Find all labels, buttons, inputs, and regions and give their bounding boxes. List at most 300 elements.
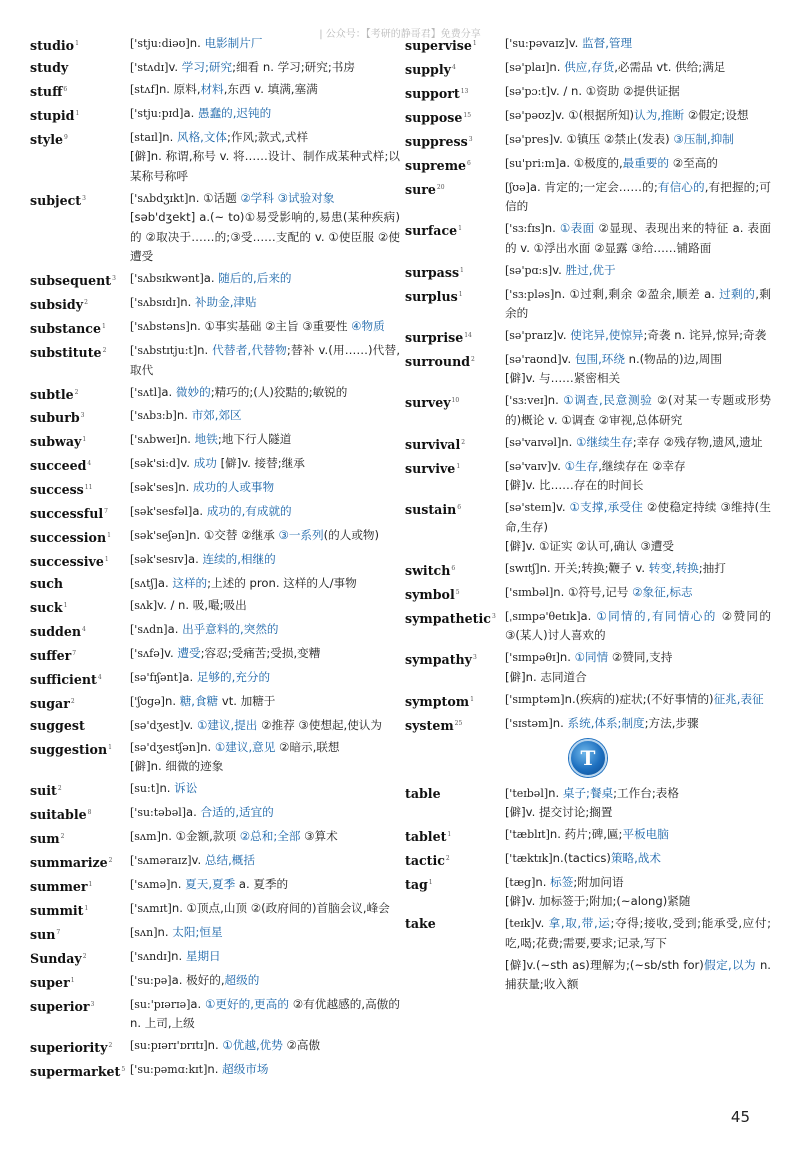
meaning-text: n. ①交替 ②继承 ③一系列(的人或物) — [189, 528, 380, 543]
frequency-number: 1 — [75, 40, 79, 47]
definition — [130, 341, 400, 380]
dictionary-entry — [30, 293, 400, 315]
meaning-text: n. 市郊,郊区 — [176, 408, 242, 423]
highlighted-meaning: 遭受 — [177, 645, 201, 660]
phonetic: ['sʌbsɪkwənt] — [130, 272, 204, 286]
extra-meaning: [僻]v. 加标签于;附加;(~along)紧随 — [505, 894, 691, 909]
dictionary-entry — [405, 154, 771, 176]
highlighted-meaning: 太阳;恒星 — [172, 924, 223, 939]
frequency-number: 1 — [458, 225, 462, 233]
phonetic: [sə'dʒest] — [130, 718, 184, 732]
meaning-text: n. 供应,存货,必需品 vt. 供给;满足 — [549, 59, 726, 74]
headword-text: suck — [30, 600, 63, 616]
watermark: | 公众号：【考研的静哥君】免费分享 — [319, 29, 481, 40]
dictionary-entry — [30, 478, 400, 500]
frequency-number: 1 — [447, 830, 452, 838]
highlighted-meaning: ①建议,意见 — [214, 739, 276, 754]
highlighted-meaning: ②象征,标志 — [632, 584, 693, 599]
highlighted-meaning: 超级市场 — [222, 1062, 269, 1077]
frequency-number: 5 — [121, 1066, 126, 1074]
headword — [30, 454, 130, 476]
headword-text: sufficient — [30, 672, 97, 688]
definition — [505, 956, 771, 995]
meaning-text: a. 出乎意料的,突然的 — [167, 622, 279, 636]
headword — [405, 106, 505, 128]
headword — [30, 80, 130, 102]
dictionary-entry — [405, 82, 771, 104]
dictionary-entry — [405, 690, 771, 712]
dictionary-entry — [405, 130, 771, 152]
highlighted-meaning: 成功 — [193, 456, 217, 471]
meaning-text: a. 极好的,超级的 — [171, 972, 260, 987]
phonetic: [ʃʊə] — [505, 180, 530, 194]
definition — [505, 873, 771, 912]
headword — [405, 849, 505, 871]
definition — [130, 875, 400, 897]
highlighted-meaning: 桌子;餐桌 — [562, 785, 614, 800]
meaning-text: n. 地铁;地下行人隧道 — [179, 432, 292, 447]
phonetic: [teɪk] — [505, 917, 535, 931]
headword — [405, 82, 505, 104]
headword — [405, 391, 505, 430]
phonetic: [sə'dʒestʃən] — [130, 740, 201, 754]
meaning-text: a. 愚蠢的,迟钝的 — [183, 105, 272, 120]
highlighted-meaning: ③一系列 — [278, 528, 324, 543]
highlighted-meaning: ①调查,民意测验 — [563, 393, 653, 408]
dictionary-entry — [30, 34, 400, 56]
definition — [505, 350, 771, 389]
headword-text: summer — [30, 879, 88, 895]
dictionary-entry — [405, 914, 771, 953]
meaning-text: a. 足够的,充分的 — [182, 669, 271, 684]
phonetic: ['sʌbstəns] — [130, 320, 190, 334]
phonetic: ['sɪmptəm] — [505, 692, 565, 706]
frequency-number: 7 — [72, 649, 77, 657]
headword-text: surface — [405, 223, 458, 239]
frequency-number: 14 — [464, 331, 472, 339]
highlighted-meaning: 夏天,夏季 — [185, 876, 236, 891]
highlighted-meaning: 补助金,津贴 — [194, 295, 257, 310]
definition — [505, 849, 771, 871]
meaning-text: n. ①顶点,山顶 ②(政府间的)首脑会议,峰会 — [171, 900, 390, 915]
headword — [30, 383, 130, 405]
phonetic: [sə'pɔ:t] — [505, 84, 551, 98]
definition — [505, 219, 771, 258]
definition — [130, 58, 400, 78]
headword — [405, 583, 505, 605]
dictionary-entry — [30, 738, 400, 777]
phonetic: ['sʌbdʒɪkt] — [130, 191, 189, 205]
meaning-text: v. 使诧异,使惊异;奇袭 n. 诧异,惊异;奇袭 — [556, 327, 767, 342]
frequency-number: 2 — [70, 697, 75, 705]
meaning-text: v. 成功 [僻]v. 接替;继承 — [180, 456, 305, 471]
dictionary-entry — [30, 526, 400, 548]
headword-text: sun — [30, 927, 56, 943]
headword-text: subway — [30, 434, 82, 450]
headword-text: stuff — [30, 83, 63, 99]
phonetic: ['stʌdɪ] — [130, 60, 169, 74]
dictionary-entry — [30, 875, 400, 897]
highlighted-meaning: 假定,以为 — [703, 957, 756, 972]
frequency-number: 1 — [101, 323, 106, 331]
phonetic: ['sɪmbəl] — [505, 585, 554, 599]
highlighted-meaning: ①更好的,更高的 — [204, 996, 289, 1011]
phonetic: [stʌf] — [130, 82, 159, 96]
frequency-number: 10 — [451, 397, 460, 405]
definition — [130, 923, 400, 945]
dictionary-entry — [405, 956, 771, 995]
meaning-text: v. / n. ①资助 ②提供证据 — [550, 83, 680, 98]
definition — [505, 914, 771, 953]
highlighted-meaning: ③压制,抑制 — [673, 131, 734, 146]
highlighted-meaning: 监督,管理 — [582, 36, 633, 50]
definition — [505, 391, 771, 430]
highlighted-meaning: 总结,概括 — [204, 852, 255, 867]
frequency-number: 1 — [107, 532, 111, 540]
highlighted-meaning: ②学科 ③试验对象 — [240, 190, 335, 205]
phonetic: ['sʌbsɪdɪ] — [130, 296, 181, 310]
headword — [405, 154, 505, 176]
meaning-text: n. 补助金,津贴 — [180, 295, 257, 310]
phonetic: ['sɪmpəθɪ] — [505, 651, 560, 665]
headword-text: tablet — [405, 829, 447, 845]
dictionary-entry — [405, 457, 771, 496]
highlighted-meaning: 连续的,相继的 — [202, 552, 276, 567]
headword — [30, 293, 130, 315]
dictionary-entry — [30, 596, 400, 618]
dictionary-entry — [30, 779, 400, 801]
frequency-number: 4 — [87, 460, 92, 468]
frequency-number: 2 — [82, 952, 87, 960]
dictionary-entry — [30, 58, 400, 78]
meaning-text: n. ①继续生存;幸存 ②残存物,遗风,遗址 — [561, 434, 763, 449]
dictionary-entry — [30, 620, 400, 642]
headword-text: suppose — [405, 110, 463, 126]
highlighted-meaning: ②总和;全部 — [239, 828, 301, 843]
dictionary-entry — [405, 559, 771, 581]
headword-text: suburb — [30, 410, 80, 426]
meaning-text: n. 桌子;餐桌;工作台;表格 — [548, 785, 679, 800]
definition — [505, 559, 771, 581]
definition — [130, 644, 400, 666]
headword-text: switch — [405, 563, 451, 579]
dictionary-entry — [30, 851, 400, 873]
phonetic: ['stju:pɪd] — [130, 106, 184, 120]
phonetic: [sək'seʃən] — [130, 529, 190, 543]
highlighted-meaning: 征兆,表征 — [713, 691, 764, 706]
definition — [505, 154, 771, 176]
definition — [130, 80, 400, 102]
definition — [505, 825, 771, 847]
headword — [30, 502, 130, 524]
highlighted-meaning: 转变,转换 — [648, 560, 699, 575]
dictionary-entry — [405, 583, 771, 605]
headword-text: symptom — [405, 693, 470, 709]
definition — [505, 498, 771, 557]
definition — [130, 692, 400, 714]
phonetic: [swɪtʃ] — [505, 561, 540, 575]
extra-meaning: [僻]n. 称谓,称号 v. 将……设计、制作成某种式样;以某称号称呼 — [130, 149, 400, 183]
dictionary-entry — [30, 383, 400, 405]
headword-text: sure — [405, 182, 436, 197]
headword — [30, 550, 130, 572]
extra-meaning: [僻]n. 志同道合 — [505, 669, 587, 684]
definition — [505, 457, 771, 496]
dictionary-entry — [30, 692, 400, 714]
headword — [30, 851, 130, 873]
dictionary-entry — [30, 430, 400, 452]
dictionary-entry — [30, 104, 400, 126]
meaning-text: a. 随后的,后来的 — [203, 271, 292, 286]
meaning-text: n. ①金额,款项 ②总和;全部 ③算术 — [160, 828, 338, 843]
frequency-number: 1 — [472, 40, 477, 47]
definition — [130, 430, 400, 452]
phonetic: ['sʌbweɪ] — [130, 433, 180, 447]
frequency-number: 1 — [63, 602, 68, 610]
headword — [405, 130, 505, 152]
definition — [505, 178, 771, 217]
meaning-text: v. 胜过,优于 — [552, 262, 616, 277]
highlighted-meaning: ①优越,优势 — [222, 1038, 283, 1053]
frequency-number: 1 — [75, 109, 80, 117]
frequency-number: 3 — [80, 412, 85, 420]
extra-meaning: [僻]v. 比……存在的时间长 — [505, 478, 644, 493]
dictionary-entry — [30, 454, 400, 476]
frequency-number: 9 — [64, 133, 68, 141]
highlighted-meaning: 风格,文体 — [176, 129, 228, 144]
highlighted-meaning: 代替者,代替物 — [212, 343, 287, 358]
meaning-text: n. 电影制片厂 — [189, 36, 263, 50]
phonetic: ['sʌfə] — [130, 646, 165, 660]
meaning-text: v. ①镇压 ②禁止(发表) ③压制,抑制 — [553, 131, 734, 146]
phonetic: ['sʌməraɪz] — [130, 853, 192, 867]
highlighted-meaning: 系统,体系;制度 — [567, 715, 645, 730]
definition — [130, 779, 400, 801]
phonetic: ['sʌdn] — [130, 623, 168, 636]
headword-text: successful — [30, 506, 104, 522]
meaning-text: n. ①话题 ②学科 ③试验对象 — [188, 190, 335, 205]
meaning-text: v. ①(根据所知)认为,推断 ②假定;设想 — [554, 107, 749, 122]
frequency-number: 13 — [460, 87, 469, 95]
headword-text: supervise — [405, 38, 472, 54]
headword-text: surround — [405, 354, 471, 370]
phonetic: ['ʃʊgə] — [130, 694, 165, 708]
headword — [30, 478, 130, 500]
headword-text: tactic — [405, 853, 445, 869]
meaning-text: v. / n. 吸,嘬;吸出 — [157, 598, 247, 613]
meaning-text: n. ①过剩,剩余 ②盈余,顺差 a. 过剩的,剩余的 — [505, 286, 771, 321]
headword — [30, 779, 130, 801]
dictionary-entry — [405, 178, 771, 217]
dictionary-entry — [405, 873, 771, 912]
dictionary-entry — [30, 317, 400, 339]
dictionary-entry — [30, 80, 400, 102]
meaning-text: v. 拿,取,带,运;夺得;接收,受到;能承受,应付;吃,喝;花费;需要,要求;记录,写下 — [505, 916, 772, 950]
dictionary-entry — [405, 784, 771, 823]
headword-text: style — [30, 131, 64, 147]
dictionary-entry — [30, 1060, 400, 1082]
frequency-number: 3 — [491, 612, 496, 620]
frequency-number: 3 — [112, 275, 116, 283]
phonetic: ['sʌmə] — [130, 877, 171, 891]
frequency-number: 6 — [63, 85, 68, 93]
highlighted-meaning: ④物质 — [351, 319, 385, 334]
headword-text: substance — [30, 321, 101, 337]
definition — [505, 583, 771, 605]
headword — [30, 947, 130, 969]
highlighted-meaning: ①同情 — [574, 650, 609, 665]
dictionary-entry — [30, 716, 400, 736]
dictionary-entry — [30, 668, 400, 690]
meaning-text: a. 这样的;上述的 pron. 这样的人/事物 — [157, 576, 357, 591]
headword-text: superior — [30, 998, 90, 1014]
dictionary-entry — [30, 128, 400, 187]
headword-text: subsidy — [30, 297, 84, 313]
frequency-number: 2 — [461, 438, 466, 446]
phonetic: ['tæblɪt] — [505, 827, 550, 841]
meaning-text: [僻]v.(~sth as)理解为;(~sb/sth for)假定,以为 n. 捕获量;收入额 — [505, 957, 771, 992]
dictionary-entry — [405, 433, 771, 455]
headword-text: superiority — [30, 1040, 108, 1056]
definition — [130, 1060, 400, 1082]
phonetic: [sə'raʊnd] — [505, 352, 562, 366]
meaning-text: n. ①调查,民意测验 ②(对某一专题或形势的)概论 v. ①调查 ②审视,总体研究 — [505, 393, 772, 427]
headword-text: survive — [405, 460, 456, 476]
phonetic: ['sʌtl] — [130, 385, 162, 399]
highlighted-meaning: 过剩的 — [719, 286, 756, 301]
headword-text: tag — [405, 877, 428, 893]
right-column — [405, 34, 771, 997]
headword — [30, 596, 130, 618]
meaning-text: v. 总结,概括 — [191, 852, 255, 867]
headword — [405, 784, 505, 823]
dictionary-entry — [30, 189, 400, 267]
headword-text: supreme — [405, 158, 467, 174]
frequency-number: 11 — [84, 484, 93, 492]
phonetic: ['sʌbɜ:b] — [130, 409, 177, 423]
headword-text: sum — [30, 831, 60, 847]
frequency-number: 1 — [108, 743, 112, 751]
frequency-number: 2 — [108, 1042, 113, 1050]
phonetic: ['su:pəvaɪz] — [505, 37, 569, 50]
meaning-text: v. 包围,环绕 n.(物品的)边,周围 — [561, 351, 722, 366]
definition — [505, 34, 771, 56]
dictionary-entry — [30, 803, 400, 825]
meaning-text: v. ①生存,继续存在 ②幸存 — [551, 458, 686, 473]
meaning-text: n. ①符号,记号 ②象征,标志 — [553, 584, 693, 599]
frequency-number: 3 — [468, 135, 473, 143]
meaning-text: a. 连续的,相继的 — [187, 552, 276, 567]
extra-meaning: [僻]v. 与……紧密相关 — [505, 371, 621, 386]
phonetic: ['sɜ:fɪs] — [505, 222, 545, 236]
frequency-number: 25 — [454, 719, 463, 727]
frequency-number: 3 — [82, 194, 86, 202]
highlighted-meaning: 糖,食糖 — [179, 693, 219, 708]
meaning-text: n. 代替者,代替物;替补 v.(用……)代替,取代 — [130, 343, 401, 377]
definition — [130, 189, 400, 267]
meaning-text: n.(疾病的)症状;(不好事情的)征兆,表征 — [564, 691, 764, 706]
meaning-text: v. 学习;研究;细看 n. 学习;研究;书房 — [168, 59, 355, 74]
definition — [505, 58, 771, 80]
frequency-number: 4 — [82, 626, 86, 633]
page-number: 45 — [730, 1108, 750, 1126]
headword-text: suffer — [30, 648, 72, 664]
definition — [130, 1036, 400, 1058]
headword — [405, 914, 505, 953]
definition — [130, 293, 400, 315]
headword-text: such — [30, 576, 64, 592]
highlighted-meaning: 材料 — [200, 81, 224, 96]
definition — [130, 574, 400, 594]
phonetic: [su:pɪərɪ'ɒrɪtɪ] — [130, 1039, 208, 1053]
highlighted-meaning: 愚蠢的,迟钝的 — [197, 105, 272, 120]
dictionary-entry — [405, 285, 771, 324]
definition — [130, 454, 400, 476]
phonetic: [sʌk] — [130, 599, 158, 613]
meaning-text: n. 超级市场 — [207, 1062, 269, 1077]
definition — [130, 995, 400, 1034]
dictionary-entry — [30, 923, 400, 945]
meaning-text: n. 原料,材料,东西 v. 填满,塞满 — [158, 81, 318, 96]
definition — [505, 690, 771, 712]
frequency-number: 4 — [451, 63, 456, 71]
definition — [505, 326, 771, 348]
highlighted-meaning: ①表面 — [559, 221, 595, 236]
meaning-text: v. 监督,管理 — [568, 36, 633, 50]
headword — [405, 648, 505, 687]
definition — [130, 738, 400, 777]
frequency-number: 1 — [70, 976, 75, 984]
frequency-number: 2 — [108, 856, 113, 864]
headword-text: success — [30, 482, 84, 498]
headword — [30, 128, 130, 187]
headword-text: substitute — [30, 345, 102, 361]
highlighted-meaning: 认为,推断 — [634, 107, 685, 122]
headword-text: sympathy — [405, 652, 472, 668]
headword-text: symbol — [405, 587, 455, 603]
headword-text: system — [405, 717, 454, 733]
highlighted-meaning: ①继续生存 — [576, 434, 633, 449]
headword — [30, 269, 130, 291]
meaning-text: a. 微妙的;精巧的;(人)狡黠的;敏锐的 — [161, 384, 348, 399]
frequency-number: 2 — [74, 388, 79, 396]
phonetic: ['sʌndɪ] — [130, 949, 172, 963]
dictionary-entry — [30, 341, 400, 380]
dictionary-entry — [405, 326, 771, 348]
headword — [30, 923, 130, 945]
dictionary-entry — [405, 648, 771, 687]
highlighted-meaning: ①生存 — [564, 458, 599, 473]
frequency-number: 2 — [57, 785, 62, 793]
headword-text: subtle — [30, 386, 74, 402]
headword — [405, 326, 505, 348]
dictionary-entry — [30, 971, 400, 993]
dictionary-entry — [405, 34, 771, 56]
dictionary-entry — [30, 406, 400, 428]
headword — [405, 457, 505, 496]
frequency-number: 2 — [84, 299, 88, 307]
headword — [405, 714, 505, 736]
headword — [405, 690, 505, 712]
headword — [30, 317, 130, 339]
highlighted-meaning: 电影制片厂 — [204, 36, 263, 50]
headword — [30, 574, 130, 594]
extra-meaning: [səb'dʒekt] a.(~ to)①易受影响的,易患(某种疾病)的 ②取决于……的;③受……支配的 v. ①使臣服 ②使遭受 — [130, 210, 400, 264]
highlighted-meaning: 拿,取,带,运 — [548, 916, 611, 931]
meaning-text: n. 药片;碑,匾;平板电脑 — [549, 826, 669, 841]
headword — [405, 219, 505, 258]
definition — [505, 607, 771, 646]
